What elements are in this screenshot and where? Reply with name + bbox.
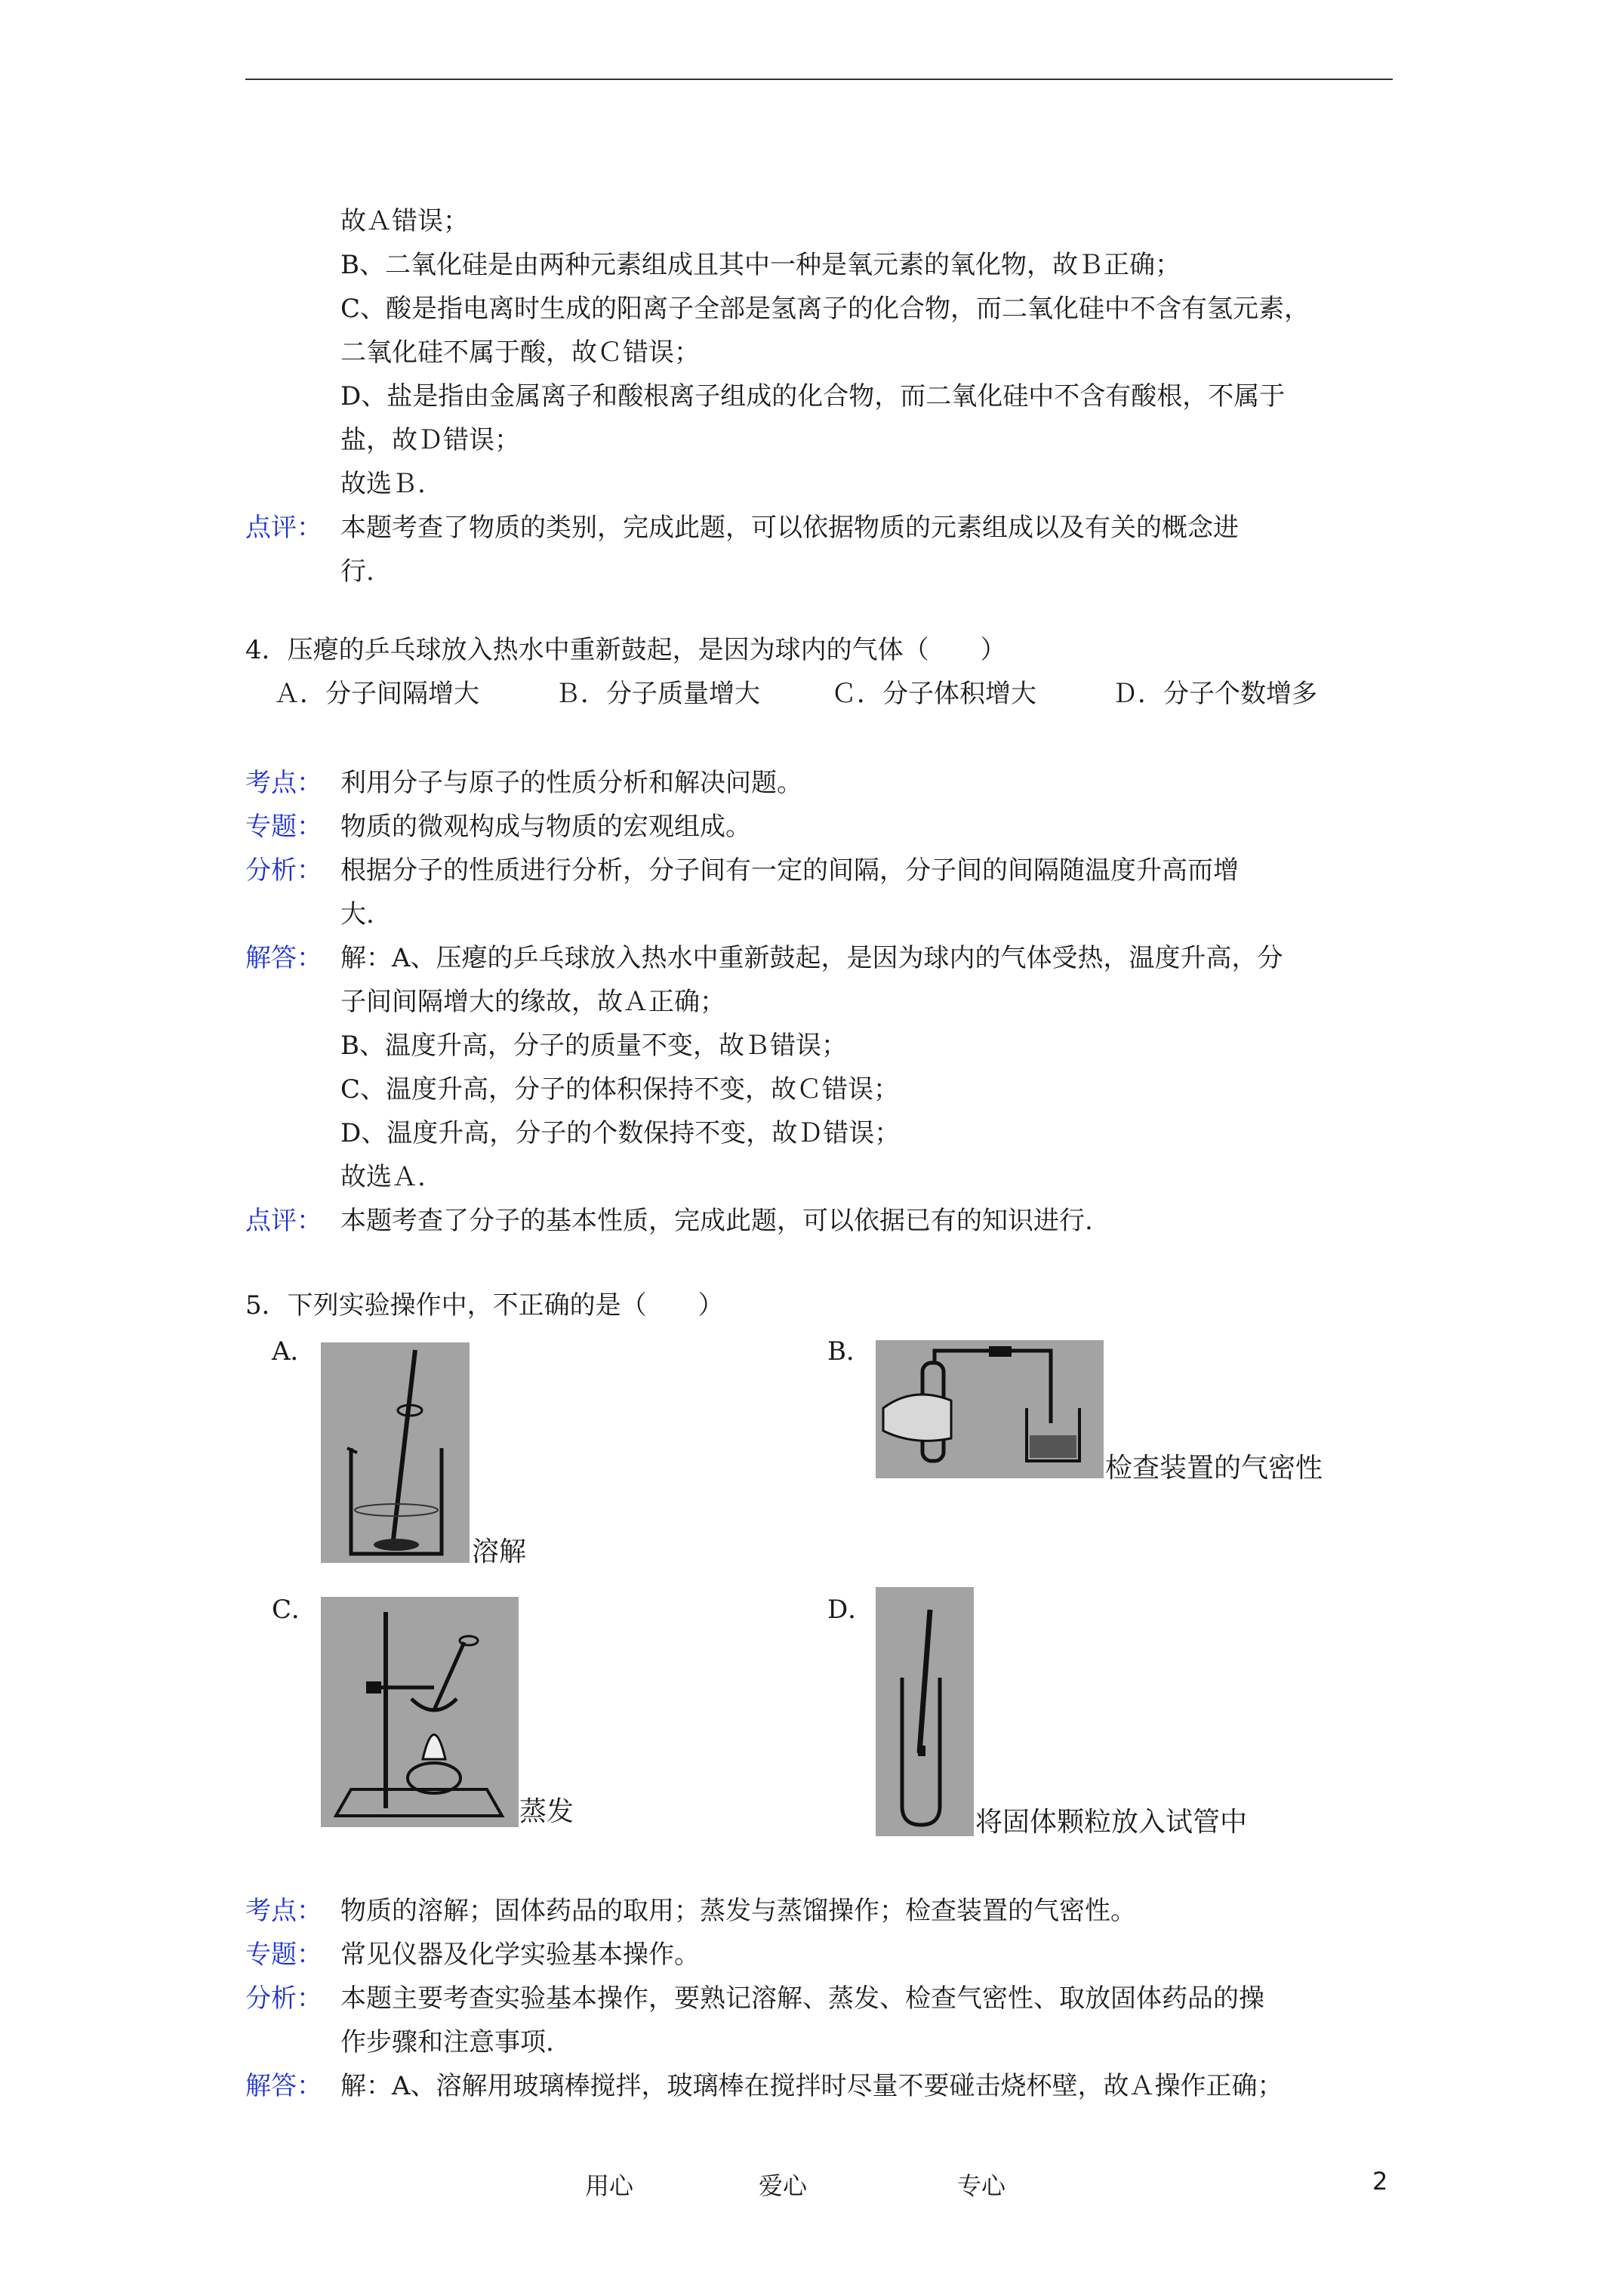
q3-continuation [245,199,1408,593]
figure-b-image [876,1340,1104,1478]
jieda-text: C、温度升高，分子的体积保持不变，故Ｃ错误； [340,1074,900,1105]
text-line: C、酸是指电离时生成的阳离子全部是氢离子的化合物，而二氧化硅中不含有氢元素， [340,294,1310,324]
page-number: 2 [1372,2167,1388,2196]
review-text: 行. [340,556,374,587]
figure-a-label: A． [272,1336,316,1367]
review-tag: 点评： [245,513,322,543]
header-rule [245,79,1393,80]
option-b: Ｂ．分子质量增大 [555,679,760,709]
jieda-text: B、温度升高，分子的质量不变，故Ｂ错误； [340,1031,847,1061]
zhuanti-tag: 专题： [245,1940,322,1970]
text-line: 二氧化硅不属于酸，故Ｃ错误； [340,337,700,368]
question-4-options [274,672,1408,716]
question-5 [245,1284,1408,1327]
figure-c-caption: 蒸发 [519,1796,574,1827]
jieda-text: 解：A、溶解用玻璃棒搅拌，玻璃棒在搅拌时尽量不要碰击烧杯壁，故Ａ操作正确； [340,2071,1283,2101]
figure-b-label: B． [827,1336,872,1367]
fenxi-tag: 分析： [245,855,322,886]
footer-right: 专心 [957,2171,1006,2200]
text-line: B、二氧化硅是由两种元素组成且其中一种是氧元素的氧化物，故Ｂ正确； [340,250,1181,280]
kaodian-text: 物质的溶解；固体药品的取用；蒸发与蒸馏操作；检查装置的气密性。 [340,1896,1136,1926]
figure-b-caption: 检查装置的气密性 [1105,1453,1323,1484]
review-text: 本题考查了分子的基本性质，完成此题，可以依据已有的知识进行. [340,1206,1093,1236]
kaodian-tag: 考点： [245,1896,322,1926]
fenxi-text: 大. [340,899,374,929]
text-line: 故选Ｂ. [340,469,426,499]
zhuanti-tag: 专题： [245,812,322,842]
option-c: Ｃ．分子体积增大 [831,679,1036,709]
figure-a-caption: 溶解 [472,1536,527,1567]
footer-left: 用心 [585,2171,634,2200]
figure-c-image [321,1597,519,1827]
jieda-text: 故选Ａ. [340,1162,426,1192]
figure-d-image [876,1587,974,1836]
question-4-stem: 4．压瘪的乒乓球放入热水中重新鼓起，是因为球内的气体（ ） [245,635,1006,665]
zhuanti-text: 物质的微观构成与物质的宏观组成。 [340,812,751,842]
fenxi-text: 作步骤和注意事项. [340,2027,554,2057]
jieda-tag: 解答： [245,943,322,973]
option-d: Ｄ．分子个数增多 [1112,679,1317,709]
footer-middle: 爱心 [759,2171,808,2200]
fenxi-text: 本题主要考查实验基本操作，要熟记溶解、蒸发、检查气密性、取放固体药品的操 [340,1983,1264,2014]
question-5-stem: 5．下列实验操作中，不正确的是（ ） [245,1290,724,1321]
jieda-text: 子间间隔增大的缘故，故Ａ正确； [340,987,725,1017]
jieda-tag: 解答： [245,2071,322,2101]
figure-d-label: D． [827,1595,874,1625]
text-line: 盐，故Ｄ错误； [340,425,520,455]
review-text: 本题考查了物质的类别，完成此题，可以依据物质的元素组成以及有关的概念进 [340,513,1239,543]
fenxi-tag: 分析： [245,1983,322,2014]
text-line: 故Ａ错误； [340,206,469,236]
jieda-text: 解：A、压瘪的乒乓球放入热水中重新鼓起，是因为球内的气体受热，温度升高，分 [340,943,1283,973]
figure-c-label: C． [272,1595,318,1625]
figure-a-image [321,1342,470,1563]
question-5-solution [245,1889,1408,2108]
kaodian-text: 利用分子与原子的性质分析和解决问题。 [340,768,802,798]
review-tag: 点评： [245,1206,322,1236]
kaodian-tag: 考点： [245,768,322,798]
question-4-solution [245,761,1408,1243]
option-a: Ａ．分子间隔增大 [274,679,479,709]
zhuanti-text: 常见仪器及化学实验基本操作。 [340,1940,700,1970]
figure-d-caption: 将固体颗粒放入试管中 [975,1807,1248,1838]
fenxi-text: 根据分子的性质进行分析，分子间有一定的间隔，分子间的间隔随温度升高而增 [340,855,1239,886]
text-line: D、盐是指由金属离子和酸根离子组成的化合物，而二氧化硅中不含有酸根，不属于 [340,381,1286,411]
question-4 [245,628,1408,716]
jieda-text: D、温度升高，分子的个数保持不变，故Ｄ错误； [340,1118,901,1148]
